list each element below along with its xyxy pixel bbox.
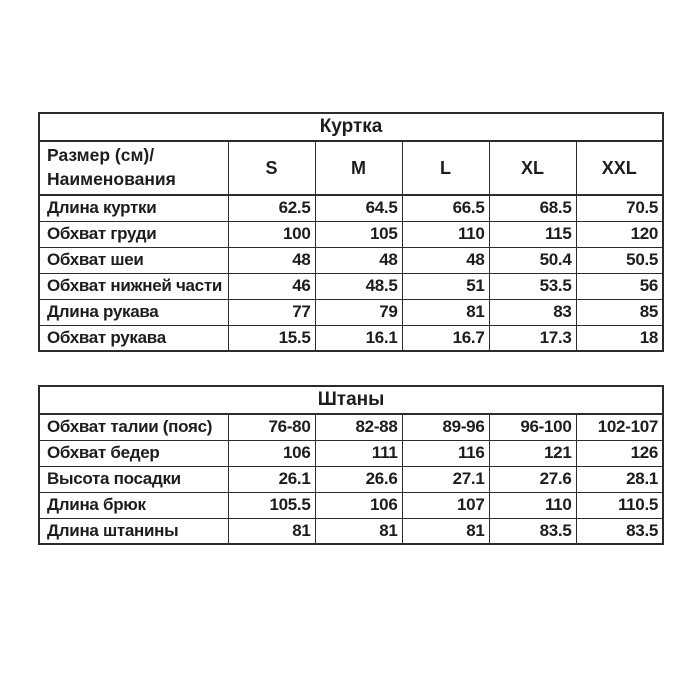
table-row [39, 466, 663, 492]
measurement-value: 16.7 [402, 325, 489, 351]
measurement-value: 96-100 [489, 414, 576, 440]
measurement-value: 27.1 [402, 466, 489, 492]
table-row [39, 492, 663, 518]
measurement-value: 83.5 [576, 518, 663, 544]
measurement-value: 50.5 [576, 247, 663, 273]
measurement-value: 77 [228, 299, 315, 325]
measurement-value: 120 [576, 221, 663, 247]
jacket-title-row [39, 113, 663, 141]
measurement-value: 85 [576, 299, 663, 325]
jacket-size-table [38, 112, 664, 352]
measurement-value: 51 [402, 273, 489, 299]
measurement-value: 105.5 [228, 492, 315, 518]
measurement-value: 53.5 [489, 273, 576, 299]
table-row [39, 299, 663, 325]
size-column-header-s: S [228, 141, 315, 195]
measurement-value: 83.5 [489, 518, 576, 544]
measurement-value: 28.1 [576, 466, 663, 492]
measurement-value: 66.5 [402, 195, 489, 221]
table-row [39, 440, 663, 466]
measurement-value: 81 [315, 518, 402, 544]
measurement-value: 76-80 [228, 414, 315, 440]
measurement-label: Обхват бедер [39, 440, 228, 466]
size-column-header-xxl: XXL [576, 141, 663, 195]
measurement-value: 46 [228, 273, 315, 299]
measurement-label: Высота посадки [39, 466, 228, 492]
measurement-value: 48 [315, 247, 402, 273]
measurement-value: 110.5 [576, 492, 663, 518]
table-row [39, 518, 663, 544]
measurement-label: Обхват рукава [39, 325, 228, 351]
measurement-label: Обхват талии (пояс) [39, 414, 228, 440]
measurement-value: 115 [489, 221, 576, 247]
measurement-label: Длина рукава [39, 299, 228, 325]
measurement-value: 106 [315, 492, 402, 518]
measurement-value: 111 [315, 440, 402, 466]
measurement-label: Длина штанины [39, 518, 228, 544]
measurement-value: 70.5 [576, 195, 663, 221]
corner-header-line1: Размер (см)/ [47, 145, 155, 166]
measurement-value: 50.4 [489, 247, 576, 273]
measurement-value: 18 [576, 325, 663, 351]
measurement-value: 81 [402, 299, 489, 325]
measurement-value: 48.5 [315, 273, 402, 299]
jacket-header-row [39, 141, 663, 195]
table-row [39, 247, 663, 273]
jacket-table-title: Куртка [39, 113, 663, 141]
measurement-value: 68.5 [489, 195, 576, 221]
measurement-value: 48 [228, 247, 315, 273]
measurement-value: 121 [489, 440, 576, 466]
measurement-value: 116 [402, 440, 489, 466]
measurement-value: 48 [402, 247, 489, 273]
measurement-value: 16.1 [315, 325, 402, 351]
measurement-value: 106 [228, 440, 315, 466]
measurement-label: Обхват нижней части [39, 273, 228, 299]
corner-header-line2: Наименования [47, 169, 176, 189]
measurement-value: 100 [228, 221, 315, 247]
measurement-label: Обхват груди [39, 221, 228, 247]
size-column-header-xl: XL [489, 141, 576, 195]
measurement-label: Длина куртки [39, 195, 228, 221]
measurement-value: 81 [402, 518, 489, 544]
measurement-value: 79 [315, 299, 402, 325]
size-dimension-header [39, 141, 228, 195]
table-row [39, 414, 663, 440]
measurement-value: 17.3 [489, 325, 576, 351]
measurement-value: 82-88 [315, 414, 402, 440]
measurement-value: 107 [402, 492, 489, 518]
measurement-value: 15.5 [228, 325, 315, 351]
table-row [39, 273, 663, 299]
pants-size-table [38, 385, 664, 545]
measurement-value: 64.5 [315, 195, 402, 221]
table-row [39, 221, 663, 247]
measurement-value: 105 [315, 221, 402, 247]
measurement-value: 110 [402, 221, 489, 247]
measurement-value: 26.1 [228, 466, 315, 492]
measurement-value: 89-96 [402, 414, 489, 440]
measurement-value: 126 [576, 440, 663, 466]
pants-title-row [39, 386, 663, 414]
measurement-value: 81 [228, 518, 315, 544]
measurement-value: 62.5 [228, 195, 315, 221]
measurement-label: Длина брюк [39, 492, 228, 518]
measurement-value: 26.6 [315, 466, 402, 492]
measurement-value: 27.6 [489, 466, 576, 492]
table-row [39, 195, 663, 221]
table-row [39, 325, 663, 351]
measurement-label: Обхват шеи [39, 247, 228, 273]
measurement-value: 83 [489, 299, 576, 325]
measurement-value: 110 [489, 492, 576, 518]
measurement-value: 102-107 [576, 414, 663, 440]
size-column-header-l: L [402, 141, 489, 195]
size-column-header-m: M [315, 141, 402, 195]
measurement-value: 56 [576, 273, 663, 299]
pants-table-title: Штаны [39, 386, 663, 414]
